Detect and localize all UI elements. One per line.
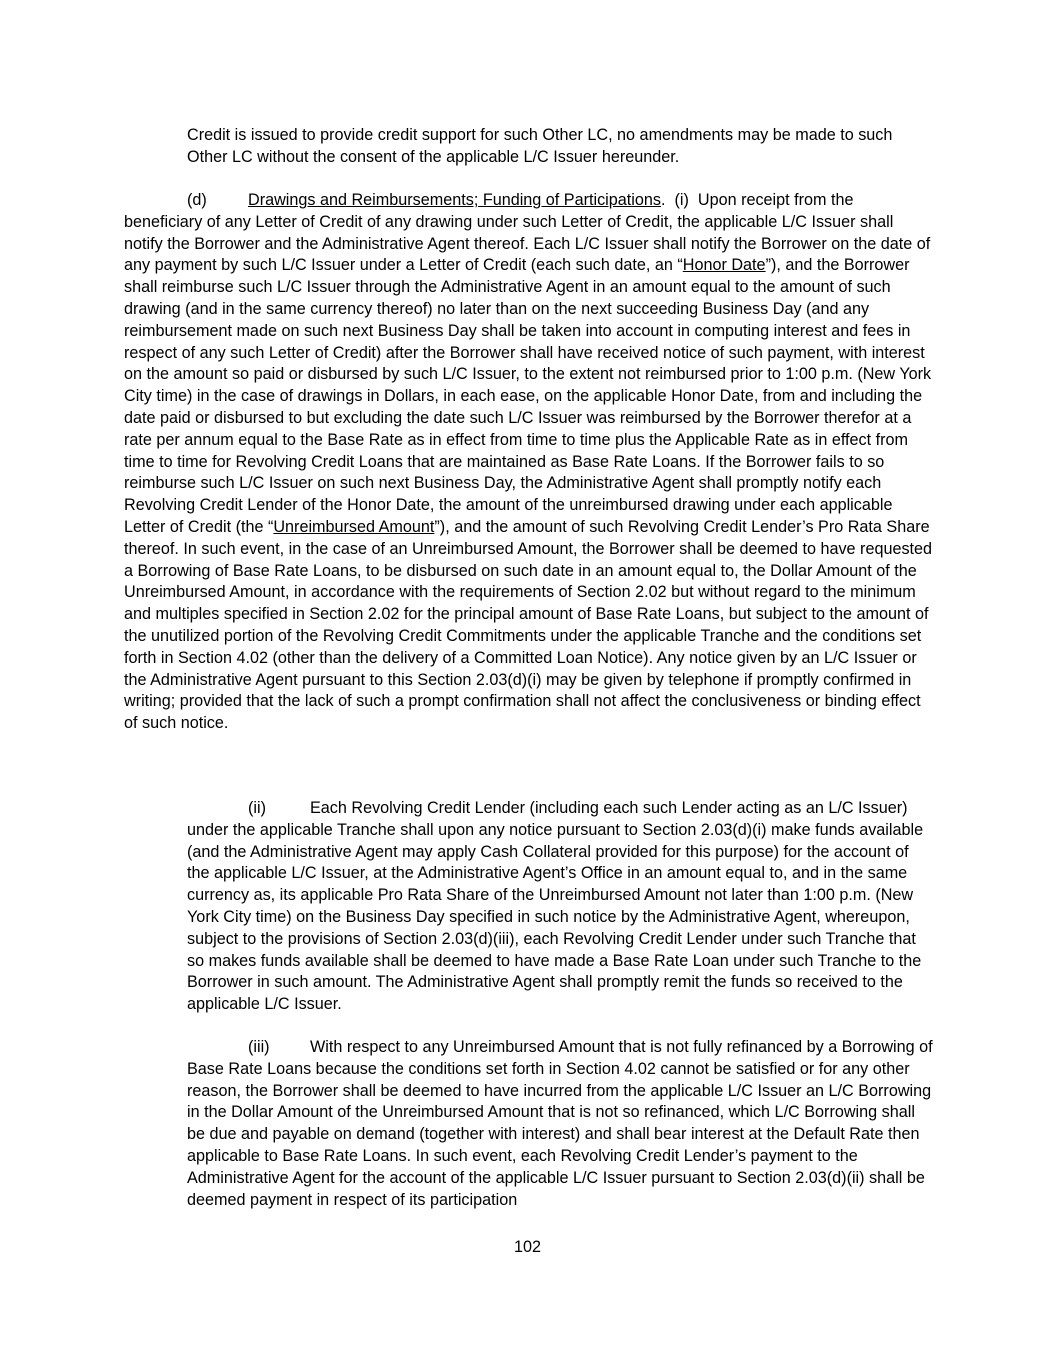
page-number: 102	[513, 1238, 541, 1256]
section-d-label: (d)	[187, 191, 207, 209]
defined-term-unreimbursed-amount: Unreimbursed Amount	[273, 517, 435, 536]
section-d-text-2: ”), and the Borrower shall reimburse such L/C Issuer through the Administrative Agent in an amount equal to the amount of such drawing (and in the same currency thereof) no later than on the next succeeding Business Day (and any reimbursement made on such next Business Day shall be taken into account in computing interest and fees in respect of any such Letter of Credit) after the Borrower shall have received notice of such payment, with interest on the amount so paid or disbursed by such L/C Issuer, to the extent not reimbursed prior to 1:00 p.m. (New York City time) in the case of drawings in Dollars, in each ease, on the applicable Honor Date, from and including the date paid or disbursed to but excluding the date such L/C Issuer was reimbursed by the Borrower therefor at a rate per annum equal to the Base Rate as in effect from time to time plus the Applicable Rate as in effect from time to time for Revolving Credit Loans that are maintained as Base Rate Loans. If the Borrower fails to so reimburse such L/C Issuer on such next Business Day, the Administrative Agent shall promptly notify each Revolving Credit Lender of the Honor Date, the amount of the unreimbursed drawing under each applicable Letter of Credit (the “	[124, 256, 932, 536]
defined-term-honor-date: Honor Date	[682, 256, 766, 275]
section-iii-text: With respect to any Unreimbursed Amount that is not fully refinanced by a Borrowing of Base Rate Loans because the conditions set forth in Section 4.02 cannot be satisfied or for any other reason, the Borrower shall be deemed to have incurred from the applicable L/C Issuer an L/C Borrowing in the Dollar Amount of the Unreimbursed Amount that is not so refinanced, which L/C Borrowing shall be due and payable on demand (together with interest) and shall bear interest at the Default Rate then applicable to Base Rate Loans. In such event, each Revolving Credit Lender’s payment to the Administrative Agent for the account of the applicable L/C Issuer pursuant to Section 2.03(d)(ii) shall be deemed payment in respect of its participation	[187, 1038, 933, 1209]
section-d-heading-punct: .	[660, 191, 666, 209]
section-iii-label: (iii)	[248, 1038, 270, 1056]
section-ii-label: (ii)	[248, 799, 266, 817]
section-d-heading: Drawings and Reimbursements; Funding of Participations	[248, 191, 661, 209]
section-ii-text: Each Revolving Credit Lender (including each such Lender acting as an L/C Issuer) under the applicable Tranche shall upon any notice pursuant to Section 2.03(d)(i) make funds available (and the Administrative Agent may apply Cash Collateral provided for this purpose) for the account of the applicable L/C Issuer, at the Administrative Agent’s Office in an amount equal to, and in the same currency as, its applicable Pro Rata Share of the Unreimbursed Amount not later than 1:00 p.m. (New York City time) on the Business Day specified in such notice by the Administrative Agent, whereupon, subject to the provisions of Section 2.03(d)(iii), each Revolving Credit Lender under such Tranche that so makes funds available shall be deemed to have made a Base Rate Loan under such Tranche to the Borrower in such amount. The Administrative Agent shall promptly remit the funds so received to the applicable L/C Issuer.	[187, 799, 924, 1014]
section-d-sub-label: (i)	[674, 191, 689, 209]
section-iii-paragraph	[187, 1037, 935, 1211]
section-ii-paragraph	[187, 798, 932, 1016]
section-d-text-3: ”), and the amount of such Revolving Credit Lender’s Pro Rata Share thereof. In such event, in the case of an Unreimbursed Amount, the Borrower shall be deemed to have requested a Borrowing of Base Rate Loans, to be disbursed on such date in an amount equal to, the Dollar Amount of the Unreimbursed Amount, in accordance with the requirements of Section 2.02 but without regard to the minimum and multiples specified in Section 2.02 for the principal amount of Base Rate Loans, but subject to the amount of the unutilized portion of the Revolving Credit Commitments under the applicable Tranche and the conditions set forth in Section 4.02 (other than the delivery of a Committed Loan Notice). Any notice given by an L/C Issuer or the Administrative Agent pursuant to this Section 2.03(d)(i) may be given by telephone if promptly confirmed in writing; provided that the lack of such a prompt confirmation shall not affect the conclusiveness or binding effect of such notice.	[124, 517, 933, 733]
section-d-text-1: Upon receipt from the beneficiary of any Letter of Credit of any drawing under such Letter of Credit, the applicable L/C Issuer shall notify the Borrower and the Administrative Agent thereof. Each L/C Issuer shall notify the Borrower on the date of any payment by such L/C Issuer under a Letter of Credit (each such date, an “	[124, 191, 931, 275]
section-d-paragraph	[124, 190, 934, 735]
intro-text: Credit is issued to provide credit support for such Other LC, no amendments may be made to such Other LC without the consent of the applicable L/C Issuer hereunder.	[187, 126, 893, 166]
intro-paragraph	[187, 125, 932, 169]
